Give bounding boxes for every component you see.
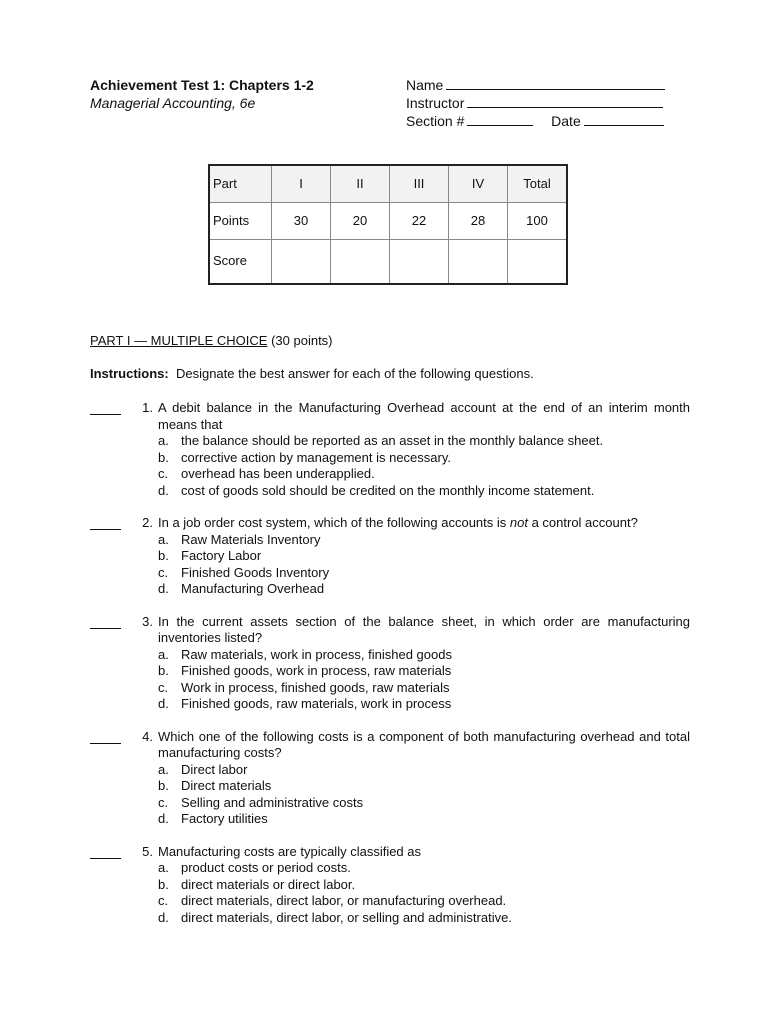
option-letter: d.: [158, 482, 169, 498]
answer-option: [158, 433, 690, 450]
answer-option: [158, 647, 690, 664]
option-letter: c.: [158, 679, 169, 695]
option-text: direct materials or direct labor.: [181, 876, 356, 892]
question-list: [90, 400, 690, 942]
points-cell: 100: [508, 203, 568, 240]
question-number: 1.: [142, 400, 153, 415]
section-date-row: [406, 112, 665, 130]
question-number: 3.: [142, 613, 153, 629]
date-field[interactable]: [584, 112, 664, 126]
answer-option: [158, 795, 690, 812]
date-label: Date: [551, 113, 581, 129]
instructions: [90, 366, 534, 383]
option-letter: a.: [158, 531, 169, 547]
stem-emphasis: not: [509, 515, 528, 530]
answer-option: [158, 548, 690, 565]
question-number: 5.: [142, 843, 153, 859]
option-text: Finished Goods Inventory: [181, 564, 330, 580]
option-text: direct materials, direct labor, or manufacturing overhead.: [181, 893, 507, 908]
option-text: Work in process, finished goods, raw materials: [181, 679, 450, 695]
answer-option: [158, 565, 690, 582]
part-cell: Total: [508, 165, 568, 203]
points-cell: 28: [449, 203, 508, 240]
answer-option: [158, 466, 690, 483]
instructions-label: Instructions:: [90, 366, 169, 381]
section-label: Section #: [406, 113, 465, 129]
option-text: direct materials, direct labor, or selling and administrative.: [181, 909, 512, 925]
answer-option: [158, 910, 690, 927]
option-text: Factory Labor: [181, 548, 262, 563]
row-label-points: Points: [209, 203, 272, 240]
name-field[interactable]: [446, 76, 665, 90]
question-number: 2.: [142, 515, 153, 530]
part-cell: IV: [449, 165, 508, 203]
option-letter: b.: [158, 876, 169, 892]
stem-text: In a job order cost system, which of the following accounts is: [158, 515, 510, 530]
instructor-label: Instructor: [406, 95, 465, 111]
part-cell: I: [272, 165, 331, 203]
question-stem: Which one of the following costs is a component of both manufacturing overhead and total manufacturing costs?: [158, 728, 690, 760]
answer-blank[interactable]: [90, 414, 121, 415]
score-table-score-row: [209, 240, 567, 285]
option-text: Raw Materials Inventory: [181, 531, 321, 547]
option-letter: b.: [158, 548, 169, 563]
score-cell[interactable]: [449, 240, 508, 285]
student-info-fields: [406, 76, 665, 130]
option-text: the balance should be reported as an asset in the monthly balance sheet.: [181, 433, 604, 448]
question-1: [90, 400, 690, 499]
score-cell[interactable]: [331, 240, 390, 285]
question-stem: In the current assets section of the balance sheet, in which order are manufacturing inventories listed?: [158, 613, 690, 645]
question-number: 4.: [142, 728, 153, 744]
score-table-part-row: [209, 165, 567, 203]
answer-option: [158, 696, 690, 713]
question-stem: [158, 515, 690, 532]
score-cell[interactable]: [390, 240, 449, 285]
part1-title: PART I — MULTIPLE CHOICE: [90, 333, 268, 348]
option-letter: a.: [158, 860, 169, 875]
question-4: [90, 729, 690, 828]
option-letter: a.: [158, 433, 169, 448]
score-table: [208, 164, 568, 285]
score-cell[interactable]: [272, 240, 331, 285]
question-3: [90, 614, 690, 713]
instructor-field[interactable]: [467, 94, 663, 108]
option-letter: d.: [158, 581, 169, 596]
option-text: Direct labor: [181, 761, 248, 777]
points-cell: 22: [390, 203, 449, 240]
question-stem: Manufacturing costs are typically classified as: [158, 843, 422, 859]
answer-option: [158, 811, 690, 828]
score-cell[interactable]: [508, 240, 568, 285]
option-text: Manufacturing Overhead: [181, 581, 325, 596]
option-letter: b.: [158, 778, 169, 793]
part-cell: III: [390, 165, 449, 203]
option-letter: c.: [158, 893, 169, 908]
question-stem: A debit balance in the Manufacturing Overhead account at the end of an interim month means that: [158, 400, 690, 432]
option-text: Raw materials, work in process, finished goods: [181, 646, 452, 662]
answer-option: [158, 680, 690, 697]
option-text: corrective action by management is necessary.: [181, 449, 451, 465]
part1-points: (30 points): [271, 333, 333, 348]
stem-text: a control account?: [527, 515, 638, 530]
row-label-score: Score: [209, 240, 272, 285]
test-header: [90, 76, 314, 112]
option-letter: c.: [158, 794, 169, 810]
answer-option: [158, 860, 690, 877]
option-letter: a.: [158, 646, 169, 662]
answer-option: [158, 532, 690, 549]
row-label-part: Part: [209, 165, 272, 203]
option-text: Selling and administrative costs: [181, 794, 364, 810]
question-5: [90, 844, 690, 927]
course-subtitle: Managerial Accounting, 6e: [90, 95, 256, 111]
option-letter: a.: [158, 761, 169, 777]
option-letter: c.: [158, 564, 169, 580]
answer-option: [158, 877, 690, 894]
instructions-text: Designate the best answer for each of the following questions.: [175, 366, 534, 381]
question-2: [90, 515, 690, 598]
option-letter: c.: [158, 466, 169, 481]
option-text: Finished goods, work in process, raw materials: [181, 663, 452, 678]
test-title: Achievement Test 1: Chapters 1-2: [90, 77, 314, 93]
answer-option: [158, 762, 690, 779]
answer-option: [158, 450, 690, 467]
option-text: Finished goods, raw materials, work in process: [181, 696, 452, 711]
name-row: [406, 76, 665, 94]
part-cell: II: [331, 165, 390, 203]
answer-option: [158, 663, 690, 680]
score-table-points-row: [209, 203, 567, 240]
name-label: Name: [406, 77, 444, 93]
answer-option: [158, 581, 690, 598]
option-text: cost of goods sold should be credited on the monthly income statement.: [181, 482, 595, 498]
instructor-row: [406, 94, 665, 112]
part1-heading: [90, 333, 333, 350]
option-letter: d.: [158, 696, 169, 711]
answer-option: [158, 778, 690, 795]
answer-blank[interactable]: [90, 628, 121, 629]
points-cell: 30: [272, 203, 331, 240]
answer-blank[interactable]: [90, 743, 121, 744]
option-letter: b.: [158, 449, 169, 465]
option-text: overhead has been underapplied.: [181, 466, 375, 481]
points-cell: 20: [331, 203, 390, 240]
answer-option: [158, 483, 690, 500]
option-letter: b.: [158, 663, 169, 678]
option-text: Factory utilities: [181, 811, 268, 826]
answer-blank[interactable]: [90, 858, 121, 859]
answer-option: [158, 893, 690, 910]
option-text: Direct materials: [181, 778, 272, 793]
answer-blank[interactable]: [90, 529, 121, 530]
section-field[interactable]: [467, 112, 533, 126]
option-letter: d.: [158, 909, 169, 925]
option-letter: d.: [158, 811, 169, 826]
option-text: product costs or period costs.: [181, 860, 351, 875]
